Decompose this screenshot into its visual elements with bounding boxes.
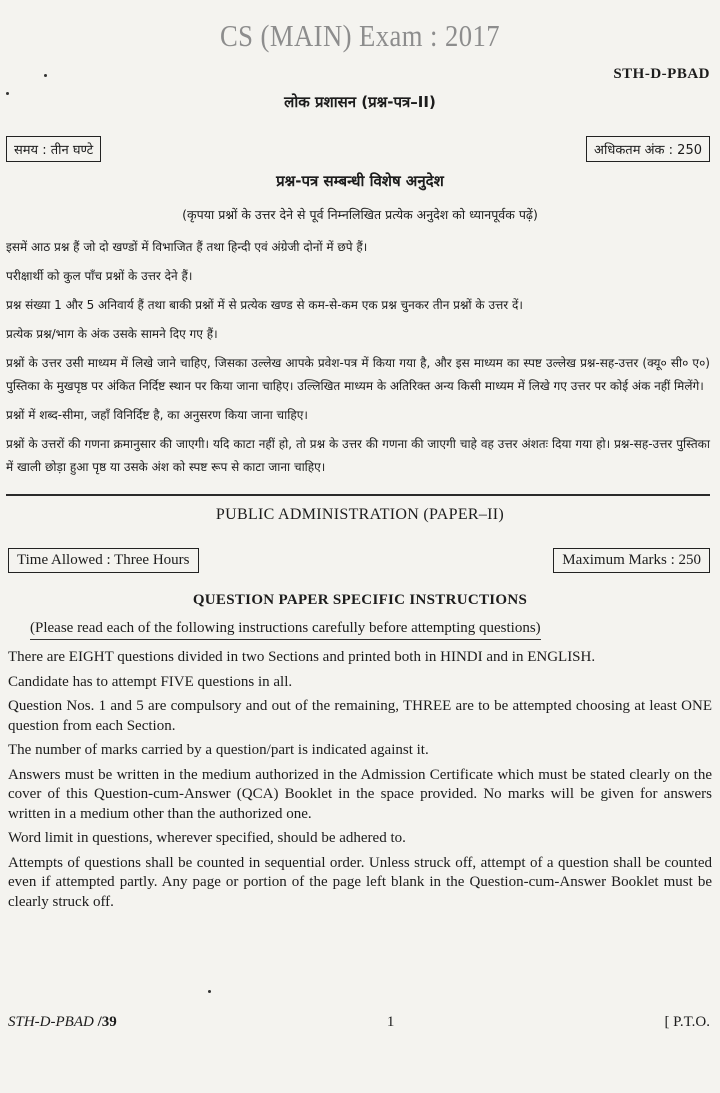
english-time-box: Time Allowed : Three Hours (8, 548, 199, 573)
hindi-paper-title: लोक प्रशासन (प्रश्न-पत्र–II) (284, 93, 436, 111)
hindi-instructions-heading: प्रश्न-पत्र सम्बन्धी विशेष अनुदेश (276, 172, 444, 190)
english-instruction: Attempts of questions shall be counted in sequential order. Unless struck off, attempt of a question shall be counted even if attempted partly. Any page or portion of the page left blank in the Question-cum-Answer Booklet must be clearly struck off. (8, 854, 712, 910)
hindi-max-marks-box: अधिकतम अंक : 250 (586, 136, 710, 162)
speck (44, 74, 47, 77)
hindi-instruction: प्रश्न संख्या 1 और 5 अनिवार्य हैं तथा बाकी प्रश्नों में से प्रत्येक खण्ड से कम-से-कम एक प्रश्न चुनकर तीन प्रश्नों के उत्तर दें। (6, 298, 523, 312)
english-instruction: There are EIGHT questions divided in two Sections and printed both in HINDI and in ENGLISH. (8, 649, 596, 665)
english-instruction: The number of marks carried by a question/part is indicated against it. (8, 742, 429, 758)
english-instruction: Candidate has to attempt FIVE questions in all. (8, 673, 293, 690)
hindi-instruction: प्रत्येक प्रश्न/भाग के अंक उसके सामने दिए गए हैं। (6, 327, 218, 341)
english-instruction: Question Nos. 1 and 5 are compulsory and out of the remaining, THREE are to be attempted choosing at least ONE question from each Section. (8, 698, 712, 734)
hindi-instructions-subheading: (कृपया प्रश्नों के उत्तर देने से पूर्व निम्नलिखित प्रत्येक अनुदेश को ध्यानपूर्वक पढ़ें) (182, 207, 538, 222)
english-instructions-list (8, 648, 712, 917)
hindi-time-box: समय : तीन घण्टे (6, 136, 101, 162)
hindi-instruction: इसमें आठ प्रश्न हैं जो दो खण्डों में विभाजित हैं तथा हिन्दी एवं अंग्रेजी दोनों में छपे हैं। (6, 240, 368, 254)
page-footer (8, 1014, 710, 1031)
footer-code: STH-D-PBAD /39 (8, 1014, 117, 1030)
section-divider (6, 494, 710, 496)
english-instruction: Answers must be written in the medium authorized in the Admission Certificate which must be stated clearly on the cover of this Question-cum-Answer (QCA) Booklet in the space provided. No marks will be given for answers written in a medium other than the authorized one. (8, 766, 712, 822)
english-instructions-subheading: (Please read each of the following instructions carefully before attempting questions) (30, 620, 541, 640)
hindi-instruction: प्रश्नों के उत्तरों की गणना क्रमानुसार की जाएगी। यदि काटा नहीं हो, तो प्रश्न के उत्तर की गणना की जाएगी चाहे वह उत्तर अंशतः दिया गया हो। प्रश्न-सह-उत्तर पुस्तिका में खाली छोड़ा हुआ पृष्ठ या उसके अंश को स्पष्ट रूप से काटा जाना चाहिए। (6, 437, 710, 474)
hindi-instruction: प्रश्नों में शब्द-सीमा, जहाँ विनिर्दिष्ट है, का अनुसरण किया जाना चाहिए। (6, 408, 308, 422)
english-max-marks-box: Maximum Marks : 250 (553, 548, 710, 573)
english-paper-title: PUBLIC ADMINISTRATION (PAPER–II) (215, 506, 505, 523)
paper-code: STH-D-PBAD (613, 66, 710, 82)
exam-stamp: CS (MAIN) Exam : 2017 (219, 18, 501, 53)
english-instructions-heading: QUESTION PAPER SPECIFIC INSTRUCTIONS (192, 592, 528, 608)
hindi-instructions-list (6, 236, 710, 485)
hindi-instruction: परीक्षार्थी को कुल पाँच प्रश्नों के उत्तर देने हैं। (6, 269, 193, 283)
pto-label: [ P.T.O. (664, 1014, 710, 1030)
english-instruction: Word limit in questions, wherever specified, should be adhered to. (8, 830, 406, 846)
hindi-instruction: प्रश्नों के उत्तर उसी माध्यम में लिखे जाने चाहिए, जिसका उल्लेख आपके प्रवेश-पत्र में किया गया है, और इस माध्यम का स्पष्ट उल्लेख प्रश्न-सह-उत्तर (क्यू० सी० ए०) पुस्तिका के मुखपृष्ठ पर अंकित निर्दिष्ट स्थान पर किया जाना चाहिए। उल्लिखित माध्यम के अतिरिक्त अन्य किसी माध्यम में लिखे गए उत्तर पर कोई अंक नहीं मिलेंगे। (6, 356, 710, 393)
page-number: 1 (386, 1014, 395, 1030)
speck (208, 990, 211, 993)
